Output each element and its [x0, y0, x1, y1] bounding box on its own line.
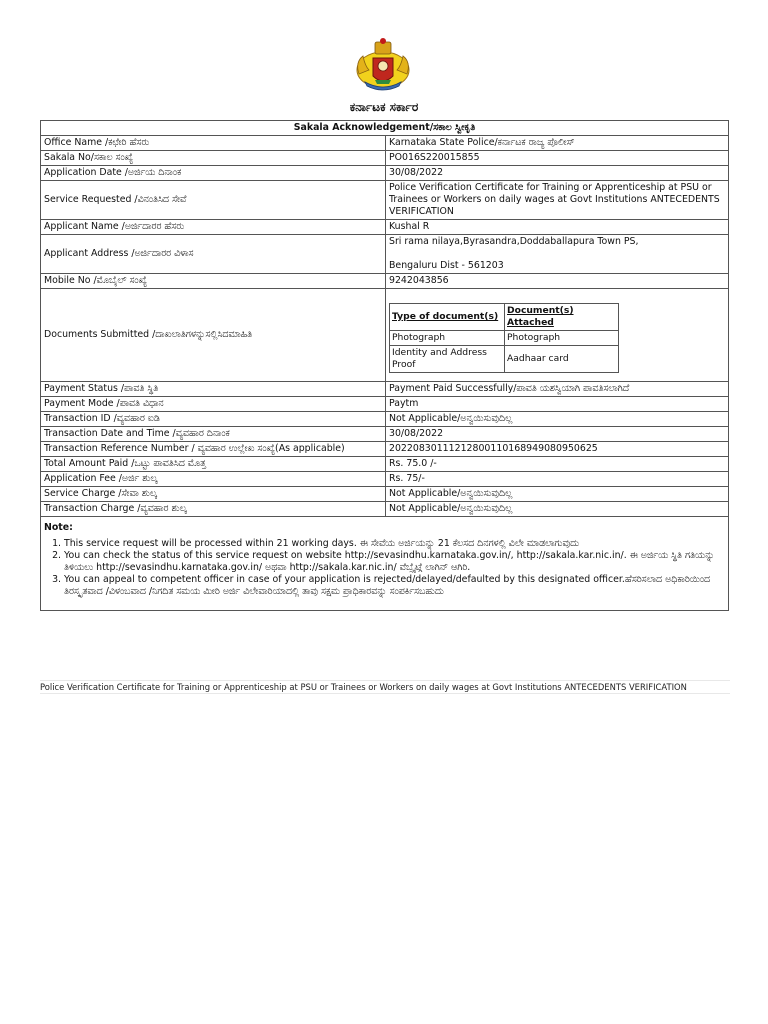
- table-row: [41, 274, 729, 289]
- table-row: [41, 235, 729, 274]
- row-value: Payment Paid Successfully/ಪಾವತಿ ಯಶಸ್ವಿಯಾಗಿ ಪಾವತಿಸಲಾಗಿದೆ: [386, 382, 729, 397]
- row-value: Not Applicable/ಅನ್ವಯಿಸುವುದಿಲ್ಲ: [386, 487, 729, 502]
- table-row: [41, 289, 729, 382]
- row-label: Office Name /ಕಛೇರಿ ಹೆಸರು: [41, 136, 386, 151]
- row-value: Karnataka State Police/ಕರ್ನಾಟಕ ರಾಜ್ಯ ಪೊಲೀಸ್: [386, 136, 729, 151]
- documents-table: [389, 303, 619, 373]
- document-attached: Photograph: [505, 331, 619, 346]
- note-item: 3. You can appeal to competent officer in case of your application is rejected/delayed/defaulted by this designated officer.ಹೆಸರಿಸಲಾದ ಅಧಿಕಾರಿಯಿಂದ ತಿರಸ್ಕೃತವಾದ /ವಿಳಂಬವಾದ /ನಿಗದಿತ ಸಮಯ ಮೀರಿ ಅರ್ಜಿ ವಿಲೇವಾರಿಯಾದಲ್ಲಿ ತಾವು ಸಕ್ಷಮ ಪ್ರಾಧಿಕಾರವನ್ನು ಸಂಪರ್ಕಿಸಬಹುದು: [64, 574, 725, 598]
- row-label: Service Charge /ಸೇವಾ ಶುಲ್ಕ: [41, 487, 386, 502]
- row-label: Applicant Address /ಅರ್ಜಿದಾರರ ವಿಳಾಸ: [41, 235, 386, 274]
- table-caption: Sakala Acknowledgement/ಸಕಾಲ ಸ್ವೀಕೃತಿ: [41, 121, 729, 136]
- row-value: Paytm: [386, 397, 729, 412]
- note-section: [41, 517, 729, 611]
- row-label: Payment Status /ಪಾವತಿ ಸ್ಥಿತಿ: [41, 382, 386, 397]
- acknowledgement-table: [40, 120, 729, 611]
- row-value: 9242043856: [386, 274, 729, 289]
- row-value: 20220830111212800110168949080950625: [386, 442, 729, 457]
- table-row: [41, 397, 729, 412]
- table-row: [41, 472, 729, 487]
- row-label: Service Requested /ವಿನಂತಿಸಿದ ಸೇವೆ: [41, 181, 386, 220]
- documents-header-attached: Document(s) Attached: [505, 304, 619, 331]
- row-label: Application Fee /ಅರ್ಜಿ ಶುಲ್ಕ: [41, 472, 386, 487]
- row-value: Rs. 75.0 /-: [386, 457, 729, 472]
- row-label: Documents Submitted /ದಾಖಲಾತಿಗಳನ್ನುಸಲ್ಲಿಸಿದಮಾಹಿತಿ: [41, 289, 386, 382]
- document-attached: Aadhaar card: [505, 346, 619, 373]
- address-line-1: Sri rama nilaya,Byrasandra,Doddaballapura Town PS,: [389, 236, 639, 247]
- document-type: Identity and Address Proof: [390, 346, 505, 373]
- note-item: 1. This service request will be processed within 21 working days. ಈ ಸೇವೆಯ ಅರ್ಜಿಯನ್ನು 21 ಕೆಲಸದ ದಿನಗಳಲ್ಲಿ ವಿಲೇ ಮಾಡಲಾಗುವುದು: [64, 538, 725, 550]
- note-list: [44, 538, 725, 598]
- table-row: [41, 412, 729, 427]
- row-label: Transaction Date and Time /ವ್ಯವಹಾರ ದಿನಾಂಕ: [41, 427, 386, 442]
- row-label: Application Date /ಅರ್ಜಿಯ ದಿನಾಂಕ: [41, 166, 386, 181]
- table-row: [41, 382, 729, 397]
- table-row: [41, 166, 729, 181]
- footer-service-name: Police Verification Certificate for Training or Apprenticeship at PSU or Trainees or Workers on daily wages at Govt Institutions ANTECEDENTS VERIFICATION: [40, 680, 730, 694]
- table-row: [41, 181, 729, 220]
- documents-header-type: Type of document(s): [390, 304, 505, 331]
- row-value: Kushal R: [386, 220, 729, 235]
- row-value: Not Applicable/ಅನ್ವಯಿಸುವುದಿಲ್ಲ: [386, 412, 729, 427]
- table-row: [41, 487, 729, 502]
- table-row: [41, 136, 729, 151]
- government-title: ಕರ್ನಾಟಕ ಸರ್ಕಾರ: [349, 100, 419, 114]
- table-row: [41, 502, 729, 517]
- row-value: 30/08/2022: [386, 166, 729, 181]
- table-row: [41, 442, 729, 457]
- documents-cell: [386, 289, 729, 382]
- row-label: Mobile No /ಮೊಬೈಲ್ ಸಂಖ್ಯೆ: [41, 274, 386, 289]
- row-label: Transaction ID /ವ್ಯವಹಾರ ಐಡಿ: [41, 412, 386, 427]
- row-value: [386, 235, 729, 274]
- table-row: [41, 427, 729, 442]
- row-value: PO016S220015855: [386, 151, 729, 166]
- address-line-2: Bengaluru Dist - 561203: [389, 260, 504, 271]
- table-row: [41, 457, 729, 472]
- karnataka-state-emblem-icon: [351, 36, 415, 94]
- row-value: Police Verification Certificate for Training or Apprenticeship at PSU or Trainees or Workers on daily wages at Govt Institutions ANTECEDENTS VERIFICATION: [386, 181, 729, 220]
- row-value: 30/08/2022: [386, 427, 729, 442]
- row-label: Total Amount Paid /ಒಟ್ಟು ಪಾವತಿಸಿದ ಮೊತ್ತ: [41, 457, 386, 472]
- row-label: Transaction Reference Number / ವ್ಯವಹಾರ ಉಲ್ಲೇಖ ಸಂಖ್ಯೆ(As applicable): [41, 442, 386, 457]
- row-value: Rs. 75/-: [386, 472, 729, 487]
- row-label: Transaction Charge /ವ್ಯವಹಾರ ಶುಲ್ಕ: [41, 502, 386, 517]
- row-label: Payment Mode /ಪಾವತಿ ವಿಧಾನ: [41, 397, 386, 412]
- document-type: Photograph: [390, 331, 505, 346]
- note-item: 2. You can check the status of this service request on website http://sevasindhu.karnataka.gov.in/, http://sakala.kar.nic.in/. ಈ ಅರ್ಜಿಯ ಸ್ಥಿತಿ ಗತಿಯನ್ನು ತಿಳಿಯಲು http://sevasindhu.karnataka.gov.in/ ಅಥವಾ http://sakala.kar.nic.in/ ವೆಬ್ಸೈಟ್ಗೆ ಲಾಗಿನ್ ಆಗಿರಿ.: [64, 550, 725, 574]
- row-label: Sakala No/ಸಕಾಲ ಸಂಖ್ಯೆ: [41, 151, 386, 166]
- documents-row: [390, 346, 619, 373]
- documents-row: [390, 331, 619, 346]
- row-value: Not Applicable/ಅನ್ವಯಿಸುವುದಿಲ್ಲ: [386, 502, 729, 517]
- table-row: [41, 220, 729, 235]
- row-label: Applicant Name /ಅರ್ಜಿದಾರರ ಹೆಸರು: [41, 220, 386, 235]
- note-title: Note:: [44, 522, 73, 533]
- note-row: [41, 517, 729, 611]
- table-row: [41, 151, 729, 166]
